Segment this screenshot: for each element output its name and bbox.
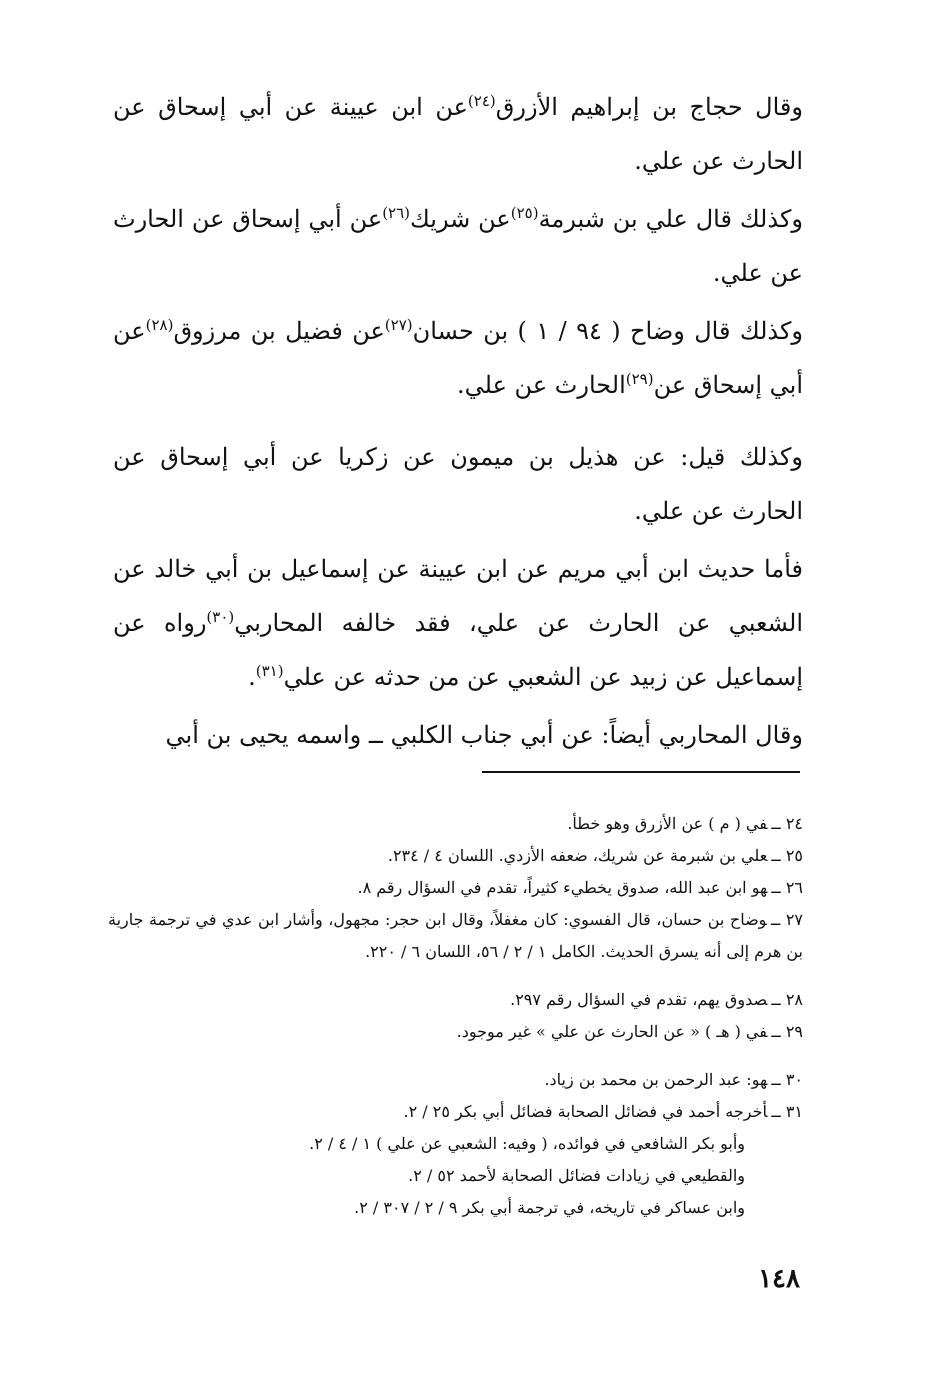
paragraph-2 <box>113 192 803 300</box>
footnote-29 <box>108 1016 803 1048</box>
text-run: عن أبي إسحاق عن الحارث عن علي. <box>113 205 803 287</box>
footnote-31 <box>108 1096 803 1128</box>
main-text <box>113 80 803 766</box>
text-run: . <box>248 663 256 691</box>
footnote-26 <box>108 872 803 904</box>
footnote-ref-29[interactable]: (٢٩) <box>625 370 654 388</box>
footnote-ref-26[interactable]: (٢٦) <box>382 204 411 222</box>
footnote-text: صدوق يهم، تقدم في السؤال رقم ٢٩٧. <box>510 990 768 1009</box>
paragraph-3 <box>113 304 803 412</box>
paragraph-5 <box>113 542 803 704</box>
footnote-number: ٢٨ ــ <box>771 990 803 1009</box>
footnote-number: ٢٥ ــ <box>771 846 803 865</box>
footnote-31-line-2: وأبو بكر الشافعي في فوائده، ( وفيه: الشعبي عن علي ) ١ / ٤ / ٢. <box>309 1134 745 1153</box>
text-run: وكذلك قيل: عن هذيل بن ميمون عن زكريا عن أبي إسحاق عن الحارث عن علي. <box>113 443 803 525</box>
text-run: الحارث عن علي. <box>457 371 626 399</box>
text-run: عن شريك <box>410 205 511 233</box>
footnote-text: في ( م ) عن الأزرق وهو خطأ. <box>567 814 768 833</box>
footnote-number: ٢٩ ــ <box>771 1022 803 1041</box>
footnote-text: أخرجه أحمد في فضائل الصحابة فضائل أبي بكر ٢٥ / ٢. <box>403 1102 768 1121</box>
footnotes <box>108 808 803 1224</box>
footnote-25 <box>108 840 803 872</box>
footnote-separator <box>482 771 800 773</box>
footnote-text: في ( هـ ) « عن الحارث عن علي » غير موجود. <box>456 1022 768 1041</box>
text-run: عن فضيل بن مرزوق <box>173 317 385 345</box>
paragraph-4 <box>113 430 803 538</box>
page-number: ١٤٨ <box>758 1264 800 1294</box>
text-run: عن ابن عيينة عن أبي إسحاق عن الحارث عن علي. <box>113 93 803 175</box>
footnote-ref-30[interactable]: (٣٠) <box>206 608 235 626</box>
footnote-ref-25[interactable]: (٢٥) <box>510 204 539 222</box>
text-run: رواه عن إسماعيل عن زبيد عن الشعبي عن من حدثه عن علي <box>113 609 803 691</box>
footnote-30 <box>108 1064 803 1096</box>
text-run: وقال حجاج بن إبراهيم الأزرق <box>495 93 803 121</box>
paragraph-6 <box>113 708 803 762</box>
footnote-number: ٢٤ ــ <box>771 814 803 833</box>
footnote-text: علي بن شبرمة عن شريك، ضعفه الأزدي. اللسان ٤ / ٢٣٤. <box>387 846 768 865</box>
footnote-number: ٢٦ ــ <box>771 878 803 897</box>
footnote-number: ٣١ ــ <box>771 1102 803 1121</box>
footnote-number: ٢٧ ــ <box>770 910 803 929</box>
footnote-27 <box>108 904 803 968</box>
footnote-number: ٣٠ ــ <box>771 1070 803 1089</box>
footnote-ref-24[interactable]: (٢٤) <box>467 92 496 110</box>
paragraph-1 <box>113 80 803 188</box>
footnote-31-line-4: وابن عساكر في تاريخه، في ترجمة أبي بكر ٩ / ٢ / ٣٠٧ / ٢. <box>354 1198 745 1217</box>
text-run: وكذلك قال علي بن شبرمة <box>538 205 803 233</box>
footnote-text: هو: عبد الرحمن بن محمد بن زياد. <box>544 1070 768 1089</box>
footnote-24 <box>108 808 803 840</box>
footnote-31-line-3: والقطيعي في زيادات فضائل الصحابة لأحمد ٥٢ / ٢. <box>408 1166 745 1185</box>
footnote-text: وضاح بن حسان، قال الفسوي: كان مغفلاً، وقال ابن حجر: مجهول، وأشار ابن عدي في ترجمة جارية بن هرم إلى أنه يسرق الحديث. الكامل ١ / ٢ / ٥٦، اللسان ٦ / ٢٢٠. <box>108 910 803 961</box>
text-run: وكذلك قال وضاح ( ٩٤ / ١ ) بن حسان <box>412 317 804 345</box>
footnote-ref-31[interactable]: (٣١) <box>255 662 284 680</box>
footnote-ref-27[interactable]: (٢٧) <box>384 316 413 334</box>
text-run: عن أبي إسحاق عن <box>113 317 803 399</box>
text-run: وقال المحاربي أيضاً: عن أبي جناب الكلبي ــ واسمه يحيى بن أبي <box>165 721 803 749</box>
text-run: فأما حديث ابن أبي مريم عن ابن عيينة عن إسماعيل بن أبي خالد عن الشعبي عن الحارث عن علي، فقد خالفه المحاربي <box>113 555 803 637</box>
footnote-ref-28[interactable]: (٢٨) <box>145 316 174 334</box>
footnote-text: هو ابن عبد الله، صدوق يخطيء كثيراً، تقدم في السؤال رقم ٨. <box>357 878 768 897</box>
footnote-28 <box>108 984 803 1016</box>
